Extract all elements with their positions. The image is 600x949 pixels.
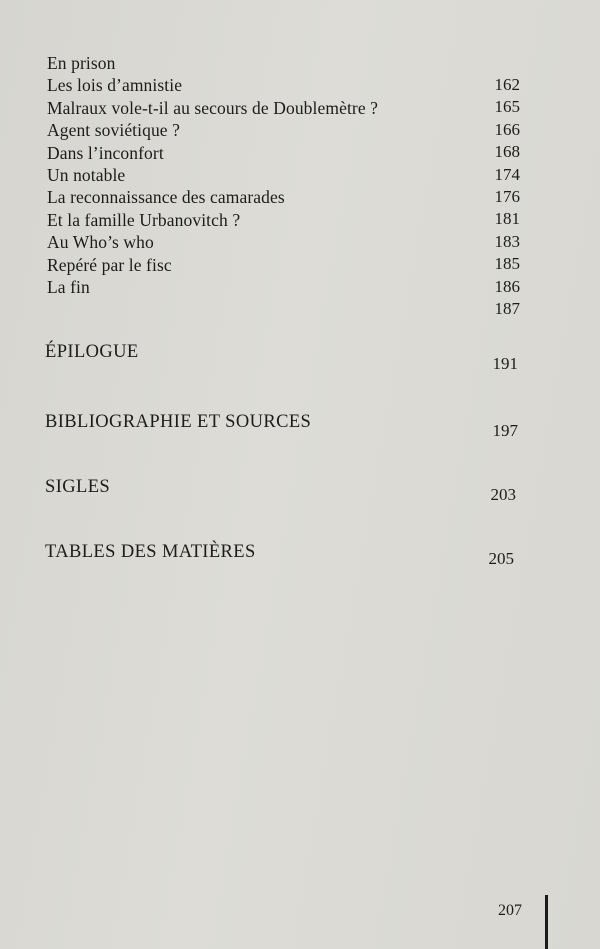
section-page-tables: 205 — [488, 549, 514, 568]
toc-page-number: 166 — [494, 119, 520, 139]
toc-page-number-column — [440, 74, 520, 320]
page-number: 207 — [498, 902, 522, 919]
toc-page-number: 174 — [494, 164, 520, 184]
page-edge-rule — [545, 895, 548, 949]
toc-entry: Un notable — [47, 164, 126, 185]
toc-page-number: 181 — [494, 209, 520, 229]
toc-page-number: 162 — [494, 75, 520, 94]
section-page-sigles: 203 — [490, 485, 516, 504]
toc-entry: Malraux vole-t-il au secours de Doublemètre ? — [47, 97, 379, 118]
toc-entry: Repéré par le fisc — [47, 254, 172, 275]
section-title-bibliographie: BIBLIOGRAPHIE ET SOURCES — [45, 412, 312, 432]
toc-page-number: 168 — [494, 142, 520, 162]
section-page-epilogue: 191 — [492, 354, 518, 373]
toc-entry: En prison — [47, 53, 116, 73]
toc-page-number: 183 — [494, 231, 520, 251]
toc-entry: Au Who’s who — [47, 232, 154, 253]
toc-entry: Les lois d’amnistie — [47, 75, 183, 96]
toc-entry: La reconnaissance des camarades — [47, 187, 285, 208]
toc-entry: Agent soviétique ? — [47, 120, 181, 141]
toc-entry: Et la famille Urbanovitch ? — [47, 209, 241, 230]
toc-entry: Dans l’inconfort — [47, 142, 164, 163]
toc-entry: La fin — [47, 276, 90, 297]
toc-entry-list — [47, 52, 467, 298]
section-title-sigles: SIGLES — [45, 477, 111, 497]
toc-page-number: 186 — [494, 276, 520, 296]
toc-page-number: 165 — [494, 97, 520, 117]
section-page-bibliographie: 197 — [492, 421, 518, 440]
toc-page-number: 185 — [494, 254, 520, 274]
toc-page-number: 176 — [494, 186, 520, 206]
toc-page-number: 187 — [494, 298, 520, 318]
section-title-epilogue: ÉPILOGUE — [45, 342, 139, 362]
section-title-tables: TABLES DES MATIÈRES — [45, 542, 256, 562]
